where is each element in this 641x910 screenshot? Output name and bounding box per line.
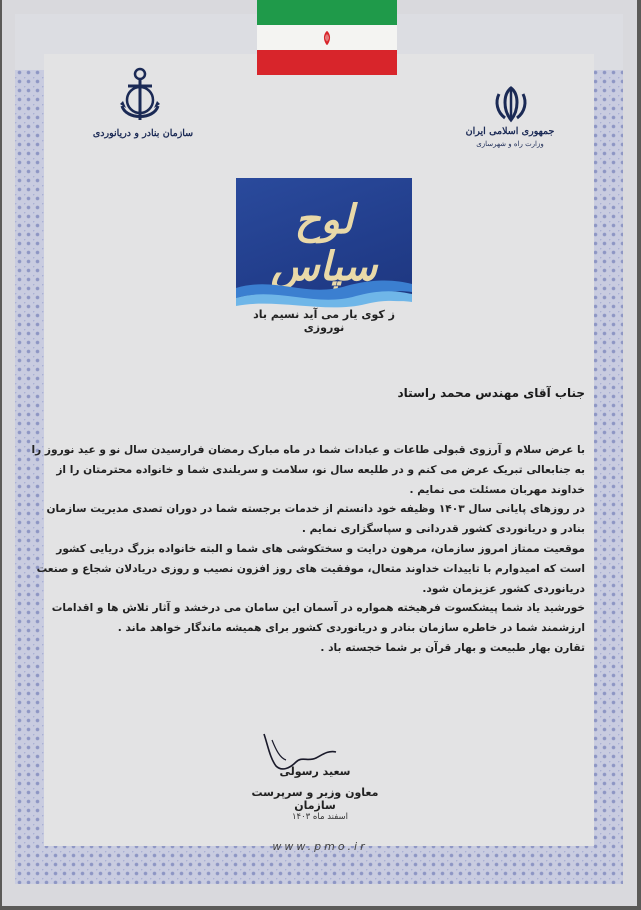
- certificate-title: لوح سپاس: [270, 196, 378, 290]
- left-org-name: سازمان بنادر و دریانوردی: [92, 128, 194, 139]
- body-line: بنادر و دریانوردی کشور قدردانی و سپاسگزاری نمایم .: [301, 523, 585, 536]
- issue-date: اسفند ماه ۱۴۰۳: [291, 812, 349, 822]
- body-line: به جنابعالی تبریک عرض می کنم و در طلیعه سال نو، سلامت و سربلندی شما و خانواده محترمتان را از: [56, 463, 585, 476]
- wave-ornament-icon: [236, 258, 412, 312]
- iran-emblem-icon: [491, 84, 531, 124]
- body-line: با عرض سلام و آرزوی قبولی طاعات و عبادات شما در ماه مبارک رمضان فرارسیدن سال نو و عید نوروز را: [31, 444, 585, 456]
- body-line: ارزشمند شما در خاطره سازمان بنادر و دریانوردی کشور برای همیشه ماندگار خواهد ماند .: [117, 622, 585, 635]
- body-line: تقارن بهار طبیعت و بهار قرآن بر شما خجسته باد .: [320, 641, 585, 654]
- footer-website: www.pmo.ir: [272, 840, 368, 853]
- signer-name: سعید رسولی: [279, 765, 351, 778]
- certificate-subtitle: ز کوی یار می آید نسیم باد نوروزی: [253, 308, 395, 334]
- signer-title: معاون وزیر و سرپرست سازمان: [251, 786, 379, 812]
- iran-flag: [257, 0, 397, 75]
- body-line: دریانوردی کشور عزیزمان شود.: [422, 582, 585, 595]
- body-line: است که امیدوارم با تاییدات خداوند متعال، موفقیت های روز افزون نصیب و روزی دریادلان شجاع و صنعت: [36, 562, 585, 575]
- recipient-line: جناب آقای مهندس محمد راستاد: [397, 386, 585, 400]
- letter-body: [31, 441, 585, 659]
- anchor-emblem-icon: [118, 66, 162, 126]
- body-line: خداوند مهربان مسئلت می نمایم .: [409, 483, 585, 496]
- right-org-block: [450, 126, 570, 150]
- body-line: در روزهای پایانی سال ۱۴۰۳ وظیفه خود دانستم از خدمات برجسته شما در دوران تصدی مدیریت سازمان: [46, 503, 585, 516]
- body-line: موقعیت ممتاز امروز سازمان، مرهون درایت و سختکوشی های شما و البته خانواده بزرگ دریایی کشور: [56, 542, 585, 555]
- flag-emblem-icon: [321, 31, 333, 45]
- right-org-subname: وزارت راه و شهرسازی: [476, 140, 544, 148]
- body-line: خورشید یاد شما پیشکسوت فرهیخته همواره در آسمان این سامان می درخشد و آثار تلاش ها و اقدامات: [51, 602, 585, 615]
- right-org-name: جمهوری اسلامی ایران: [465, 126, 555, 137]
